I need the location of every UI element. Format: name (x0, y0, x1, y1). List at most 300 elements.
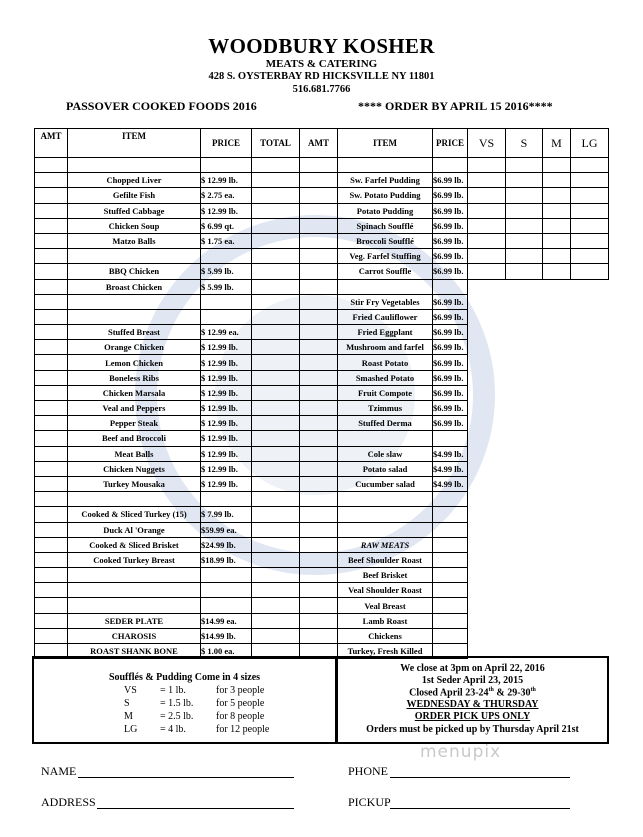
amt-cell[interactable] (35, 628, 68, 643)
m-cell[interactable] (543, 370, 571, 385)
lg-cell[interactable] (571, 173, 609, 188)
amt-cell[interactable] (35, 401, 68, 416)
m-cell[interactable] (543, 309, 571, 324)
menu-table (34, 128, 609, 659)
lg-cell[interactable] (571, 613, 609, 628)
s-cell[interactable] (506, 370, 543, 385)
amt-cell-2[interactable] (300, 385, 338, 400)
total-cell[interactable] (252, 568, 300, 583)
vs-cell[interactable] (468, 309, 506, 324)
notice-box (336, 656, 609, 744)
amt-cell[interactable] (35, 188, 68, 203)
m-cell[interactable] (543, 416, 571, 431)
lg-cell[interactable] (571, 279, 609, 294)
amt-cell[interactable] (35, 279, 68, 294)
amt-cell[interactable] (35, 309, 68, 324)
col-item: ITEM (68, 129, 201, 158)
price-cell-2: $4.99 lb. (433, 461, 468, 476)
lg-cell[interactable] (571, 188, 609, 203)
s-cell[interactable] (506, 552, 543, 567)
s-cell[interactable] (506, 309, 543, 324)
table-row (35, 294, 609, 309)
amt-cell[interactable] (35, 233, 68, 248)
total-cell[interactable] (252, 340, 300, 355)
amt-cell-2[interactable] (300, 552, 338, 567)
total-cell[interactable] (252, 279, 300, 294)
price-cell: $ 12.99 lb. (201, 446, 252, 461)
m-cell[interactable] (543, 522, 571, 537)
item-cell (68, 249, 201, 264)
price-cell (201, 583, 252, 598)
s-cell[interactable] (506, 158, 543, 173)
vs-cell[interactable] (468, 370, 506, 385)
table-row (35, 613, 609, 628)
table-row (35, 370, 609, 385)
item-cell-2: Fried Cauliflower (338, 309, 433, 324)
amt-cell-2[interactable] (300, 507, 338, 522)
item-cell-2: Veal Breast (338, 598, 433, 613)
total-cell[interactable] (252, 492, 300, 507)
m-cell[interactable] (543, 294, 571, 309)
s-cell[interactable] (506, 233, 543, 248)
table-row (35, 522, 609, 537)
amt-cell[interactable] (35, 370, 68, 385)
amt-cell[interactable] (35, 446, 68, 461)
size-code: M (124, 711, 133, 722)
vs-cell[interactable] (468, 461, 506, 476)
s-cell[interactable] (506, 568, 543, 583)
s-cell[interactable] (506, 264, 543, 279)
table-header-row (35, 129, 609, 158)
amt-cell[interactable] (35, 249, 68, 264)
total-cell[interactable] (252, 355, 300, 370)
amt-cell-2[interactable] (300, 325, 338, 340)
lg-cell[interactable] (571, 233, 609, 248)
s-cell[interactable] (506, 203, 543, 218)
vs-cell[interactable] (468, 613, 506, 628)
price-cell-2: $4.99 lb. (433, 476, 468, 491)
amt-cell-2[interactable] (300, 522, 338, 537)
lg-cell[interactable] (571, 492, 609, 507)
m-cell[interactable] (543, 158, 571, 173)
amt-cell-2[interactable] (300, 568, 338, 583)
price-cell: $ 6.99 qt. (201, 218, 252, 233)
lg-cell[interactable] (571, 598, 609, 613)
closed-dates-sup1: th (488, 687, 494, 693)
item-cell-2 (338, 507, 433, 522)
s-cell[interactable] (506, 218, 543, 233)
total-cell[interactable] (252, 188, 300, 203)
lg-cell[interactable] (571, 401, 609, 416)
m-cell[interactable] (543, 598, 571, 613)
total-cell[interactable] (252, 461, 300, 476)
total-cell[interactable] (252, 264, 300, 279)
m-cell[interactable] (543, 340, 571, 355)
s-cell[interactable] (506, 188, 543, 203)
lg-cell[interactable] (571, 537, 609, 552)
lg-cell[interactable] (571, 522, 609, 537)
m-cell[interactable] (543, 628, 571, 643)
total-cell[interactable] (252, 583, 300, 598)
amt-cell[interactable] (35, 552, 68, 567)
vs-cell[interactable] (468, 537, 506, 552)
store-phone: 516.681.7766 (292, 84, 351, 95)
price-cell-2: $6.99 lb. (433, 355, 468, 370)
item-cell (68, 492, 201, 507)
item-cell: Duck Al 'Orange (68, 522, 201, 537)
size-amount: = 4 lb. (160, 724, 186, 735)
total-cell[interactable] (252, 552, 300, 567)
amt-cell-2[interactable] (300, 340, 338, 355)
amt-cell-2[interactable] (300, 279, 338, 294)
amt-cell[interactable] (35, 613, 68, 628)
s-cell[interactable] (506, 340, 543, 355)
amt-cell[interactable] (35, 583, 68, 598)
vs-cell[interactable] (468, 598, 506, 613)
amt-cell-2[interactable] (300, 613, 338, 628)
m-cell[interactable] (543, 203, 571, 218)
amt-cell-2[interactable] (300, 628, 338, 643)
lg-cell[interactable] (571, 583, 609, 598)
amt-cell-2[interactable] (300, 249, 338, 264)
notice-first-seder: 1st Seder April 23, 2015 (421, 675, 524, 686)
size-people: for 8 people (216, 711, 265, 722)
amt-cell[interactable] (35, 340, 68, 355)
item-cell-2: Carrot Souffle (338, 264, 433, 279)
store-address: 428 S. OYSTERBAY RD HICKSVILLE NY 11801 (208, 71, 435, 82)
item-cell: CHAROSIS (68, 628, 201, 643)
amt-cell[interactable] (35, 173, 68, 188)
vs-cell[interactable] (468, 552, 506, 567)
price-cell-2 (433, 279, 468, 294)
amt-cell[interactable] (35, 158, 68, 173)
lg-cell[interactable] (571, 552, 609, 567)
vs-cell[interactable] (468, 583, 506, 598)
total-cell[interactable] (252, 431, 300, 446)
amt-cell[interactable] (35, 522, 68, 537)
vs-cell[interactable] (468, 568, 506, 583)
table-row (35, 598, 609, 613)
lg-cell[interactable] (571, 385, 609, 400)
s-cell[interactable] (506, 522, 543, 537)
amt-cell[interactable] (35, 203, 68, 218)
amt-cell-2[interactable] (300, 203, 338, 218)
closed-dates-b: & 29-30 (493, 687, 531, 699)
price-cell (201, 492, 252, 507)
total-cell[interactable] (252, 416, 300, 431)
total-cell[interactable] (252, 476, 300, 491)
item-cell: Stuffed Breast (68, 325, 201, 340)
amt-cell-2[interactable] (300, 158, 338, 173)
total-cell[interactable] (252, 613, 300, 628)
m-cell[interactable] (543, 401, 571, 416)
s-cell[interactable] (506, 583, 543, 598)
total-cell[interactable] (252, 203, 300, 218)
item-cell-2: Stir Fry Vegetables (338, 294, 433, 309)
amt-cell[interactable] (35, 416, 68, 431)
amt-cell-2[interactable] (300, 370, 338, 385)
total-cell[interactable] (252, 325, 300, 340)
total-cell[interactable] (252, 158, 300, 173)
m-cell[interactable] (543, 233, 571, 248)
m-cell[interactable] (543, 568, 571, 583)
table-row (35, 431, 609, 446)
col-s: S (506, 129, 543, 158)
m-cell[interactable] (543, 188, 571, 203)
vs-cell[interactable] (468, 325, 506, 340)
vs-cell[interactable] (468, 188, 506, 203)
col-m: M (543, 129, 571, 158)
s-cell[interactable] (506, 401, 543, 416)
vs-cell[interactable] (468, 431, 506, 446)
lg-cell[interactable] (571, 355, 609, 370)
item-cell-2: Potato Pudding (338, 203, 433, 218)
price-cell (201, 158, 252, 173)
amt-cell-2[interactable] (300, 294, 338, 309)
amt-cell-2[interactable] (300, 401, 338, 416)
lg-cell[interactable] (571, 476, 609, 491)
total-cell[interactable] (252, 173, 300, 188)
amt-cell-2[interactable] (300, 583, 338, 598)
m-cell[interactable] (543, 507, 571, 522)
total-cell[interactable] (252, 233, 300, 248)
amt-cell[interactable] (35, 568, 68, 583)
price-cell: $ 12.99 lb. (201, 385, 252, 400)
amt-cell-2[interactable] (300, 431, 338, 446)
vs-cell[interactable] (468, 249, 506, 264)
size-row (124, 685, 264, 696)
amt-cell[interactable] (35, 492, 68, 507)
item-cell-2: RAW MEATS (338, 537, 433, 552)
vs-cell[interactable] (468, 218, 506, 233)
price-cell: $18.99 lb. (201, 552, 252, 567)
pickup-field[interactable] (390, 808, 570, 809)
item-cell-2: Cole slaw (338, 446, 433, 461)
vs-cell[interactable] (468, 492, 506, 507)
table-row (35, 537, 609, 552)
m-cell[interactable] (543, 583, 571, 598)
amt-cell[interactable] (35, 294, 68, 309)
total-cell[interactable] (252, 598, 300, 613)
s-cell[interactable] (506, 416, 543, 431)
s-cell[interactable] (506, 628, 543, 643)
lg-cell[interactable] (571, 568, 609, 583)
amt-cell-2[interactable] (300, 598, 338, 613)
item-cell: BBQ Chicken (68, 264, 201, 279)
vs-cell[interactable] (468, 233, 506, 248)
vs-cell[interactable] (468, 476, 506, 491)
s-cell[interactable] (506, 279, 543, 294)
price-cell: $ 12.99 lb. (201, 340, 252, 355)
vs-cell[interactable] (468, 294, 506, 309)
amt-cell[interactable] (35, 355, 68, 370)
vs-cell[interactable] (468, 522, 506, 537)
vs-cell[interactable] (468, 401, 506, 416)
lg-cell[interactable] (571, 370, 609, 385)
lg-cell[interactable] (571, 431, 609, 446)
s-cell[interactable] (506, 431, 543, 446)
s-cell[interactable] (506, 355, 543, 370)
s-cell[interactable] (506, 173, 543, 188)
price-cell-2 (433, 598, 468, 613)
lg-cell[interactable] (571, 158, 609, 173)
store-title: WOODBURY KOSHER (208, 34, 435, 58)
price-cell: $ 12.99 lb. (201, 203, 252, 218)
total-cell[interactable] (252, 294, 300, 309)
lg-cell[interactable] (571, 325, 609, 340)
amt-cell[interactable] (35, 537, 68, 552)
lg-cell[interactable] (571, 203, 609, 218)
amt-cell-2[interactable] (300, 537, 338, 552)
price-cell-2: $6.99 lb. (433, 370, 468, 385)
lg-cell[interactable] (571, 264, 609, 279)
vs-cell[interactable] (468, 385, 506, 400)
amt-cell-2[interactable] (300, 173, 338, 188)
m-cell[interactable] (543, 552, 571, 567)
m-cell[interactable] (543, 431, 571, 446)
amt-cell-2[interactable] (300, 264, 338, 279)
vs-cell[interactable] (468, 158, 506, 173)
amt-cell-2[interactable] (300, 416, 338, 431)
s-cell[interactable] (506, 476, 543, 491)
vs-cell[interactable] (468, 355, 506, 370)
amt-cell[interactable] (35, 507, 68, 522)
vs-cell[interactable] (468, 416, 506, 431)
total-cell[interactable] (252, 370, 300, 385)
amt-cell[interactable] (35, 385, 68, 400)
phone-field[interactable] (390, 777, 570, 778)
m-cell[interactable] (543, 279, 571, 294)
amt-cell-2[interactable] (300, 233, 338, 248)
total-cell[interactable] (252, 309, 300, 324)
total-cell[interactable] (252, 401, 300, 416)
lg-cell[interactable] (571, 416, 609, 431)
lg-cell[interactable] (571, 249, 609, 264)
m-cell[interactable] (543, 537, 571, 552)
col-price-2: PRICE (433, 129, 468, 158)
m-cell[interactable] (543, 249, 571, 264)
total-cell[interactable] (252, 628, 300, 643)
item-cell: SEDER PLATE (68, 613, 201, 628)
amt-cell-2[interactable] (300, 476, 338, 491)
price-cell-2 (433, 431, 468, 446)
total-cell[interactable] (252, 522, 300, 537)
price-cell: $ 12.99 lb. (201, 355, 252, 370)
amt-cell-2[interactable] (300, 461, 338, 476)
item-cell (68, 598, 201, 613)
price-cell-2 (433, 158, 468, 173)
vs-cell[interactable] (468, 264, 506, 279)
lg-cell[interactable] (571, 461, 609, 476)
amt-cell[interactable] (35, 264, 68, 279)
total-cell[interactable] (252, 507, 300, 522)
amt-cell-2[interactable] (300, 492, 338, 507)
m-cell[interactable] (543, 173, 571, 188)
total-cell[interactable] (252, 218, 300, 233)
size-code: LG (124, 724, 138, 735)
amt-cell-2[interactable] (300, 188, 338, 203)
m-cell[interactable] (543, 476, 571, 491)
amt-cell-2[interactable] (300, 355, 338, 370)
amt-cell[interactable] (35, 598, 68, 613)
amt-cell[interactable] (35, 476, 68, 491)
vs-cell[interactable] (468, 340, 506, 355)
total-cell[interactable] (252, 385, 300, 400)
s-cell[interactable] (506, 613, 543, 628)
lg-cell[interactable] (571, 446, 609, 461)
s-cell[interactable] (506, 446, 543, 461)
m-cell[interactable] (543, 492, 571, 507)
table-row (35, 279, 609, 294)
amt-cell-2[interactable] (300, 446, 338, 461)
vs-cell[interactable] (468, 446, 506, 461)
amt-cell[interactable] (35, 431, 68, 446)
m-cell[interactable] (543, 446, 571, 461)
s-cell[interactable] (506, 249, 543, 264)
amt-cell[interactable] (35, 218, 68, 233)
item-cell-2: Lamb Roast (338, 613, 433, 628)
name-field[interactable] (78, 777, 294, 778)
vs-cell[interactable] (468, 507, 506, 522)
item-cell: Matzo Balls (68, 233, 201, 248)
s-cell[interactable] (506, 537, 543, 552)
total-cell[interactable] (252, 537, 300, 552)
m-cell[interactable] (543, 264, 571, 279)
size-amount: = 1.5 lb. (160, 698, 194, 709)
vs-cell[interactable] (468, 203, 506, 218)
price-cell (201, 598, 252, 613)
amt-cell[interactable] (35, 461, 68, 476)
s-cell[interactable] (506, 325, 543, 340)
lg-cell[interactable] (571, 507, 609, 522)
m-cell[interactable] (543, 218, 571, 233)
m-cell[interactable] (543, 355, 571, 370)
vs-cell[interactable] (468, 628, 506, 643)
price-cell (201, 294, 252, 309)
item-cell-2: Fried Eggplant (338, 325, 433, 340)
m-cell[interactable] (543, 461, 571, 476)
m-cell[interactable] (543, 613, 571, 628)
s-cell[interactable] (506, 507, 543, 522)
item-cell-2: Veal Shoulder Roast (338, 583, 433, 598)
vs-cell[interactable] (468, 279, 506, 294)
lg-cell[interactable] (571, 628, 609, 643)
address-field[interactable] (97, 808, 294, 809)
m-cell[interactable] (543, 325, 571, 340)
item-cell: Boneless Ribs (68, 370, 201, 385)
vs-cell[interactable] (468, 173, 506, 188)
amt-cell-2[interactable] (300, 309, 338, 324)
s-cell[interactable] (506, 385, 543, 400)
lg-cell[interactable] (571, 294, 609, 309)
s-cell[interactable] (506, 598, 543, 613)
price-cell-2 (433, 628, 468, 643)
amt-cell-2[interactable] (300, 218, 338, 233)
s-cell[interactable] (506, 461, 543, 476)
price-cell: $ 1.00 ea. (201, 644, 252, 659)
s-cell[interactable] (506, 294, 543, 309)
table-row (35, 492, 609, 507)
amt-cell[interactable] (35, 325, 68, 340)
lg-cell[interactable] (571, 340, 609, 355)
total-cell[interactable] (252, 446, 300, 461)
total-cell[interactable] (252, 249, 300, 264)
lg-cell[interactable] (571, 309, 609, 324)
size-code: VS (124, 685, 137, 696)
m-cell[interactable] (543, 385, 571, 400)
lg-cell[interactable] (571, 218, 609, 233)
s-cell[interactable] (506, 492, 543, 507)
